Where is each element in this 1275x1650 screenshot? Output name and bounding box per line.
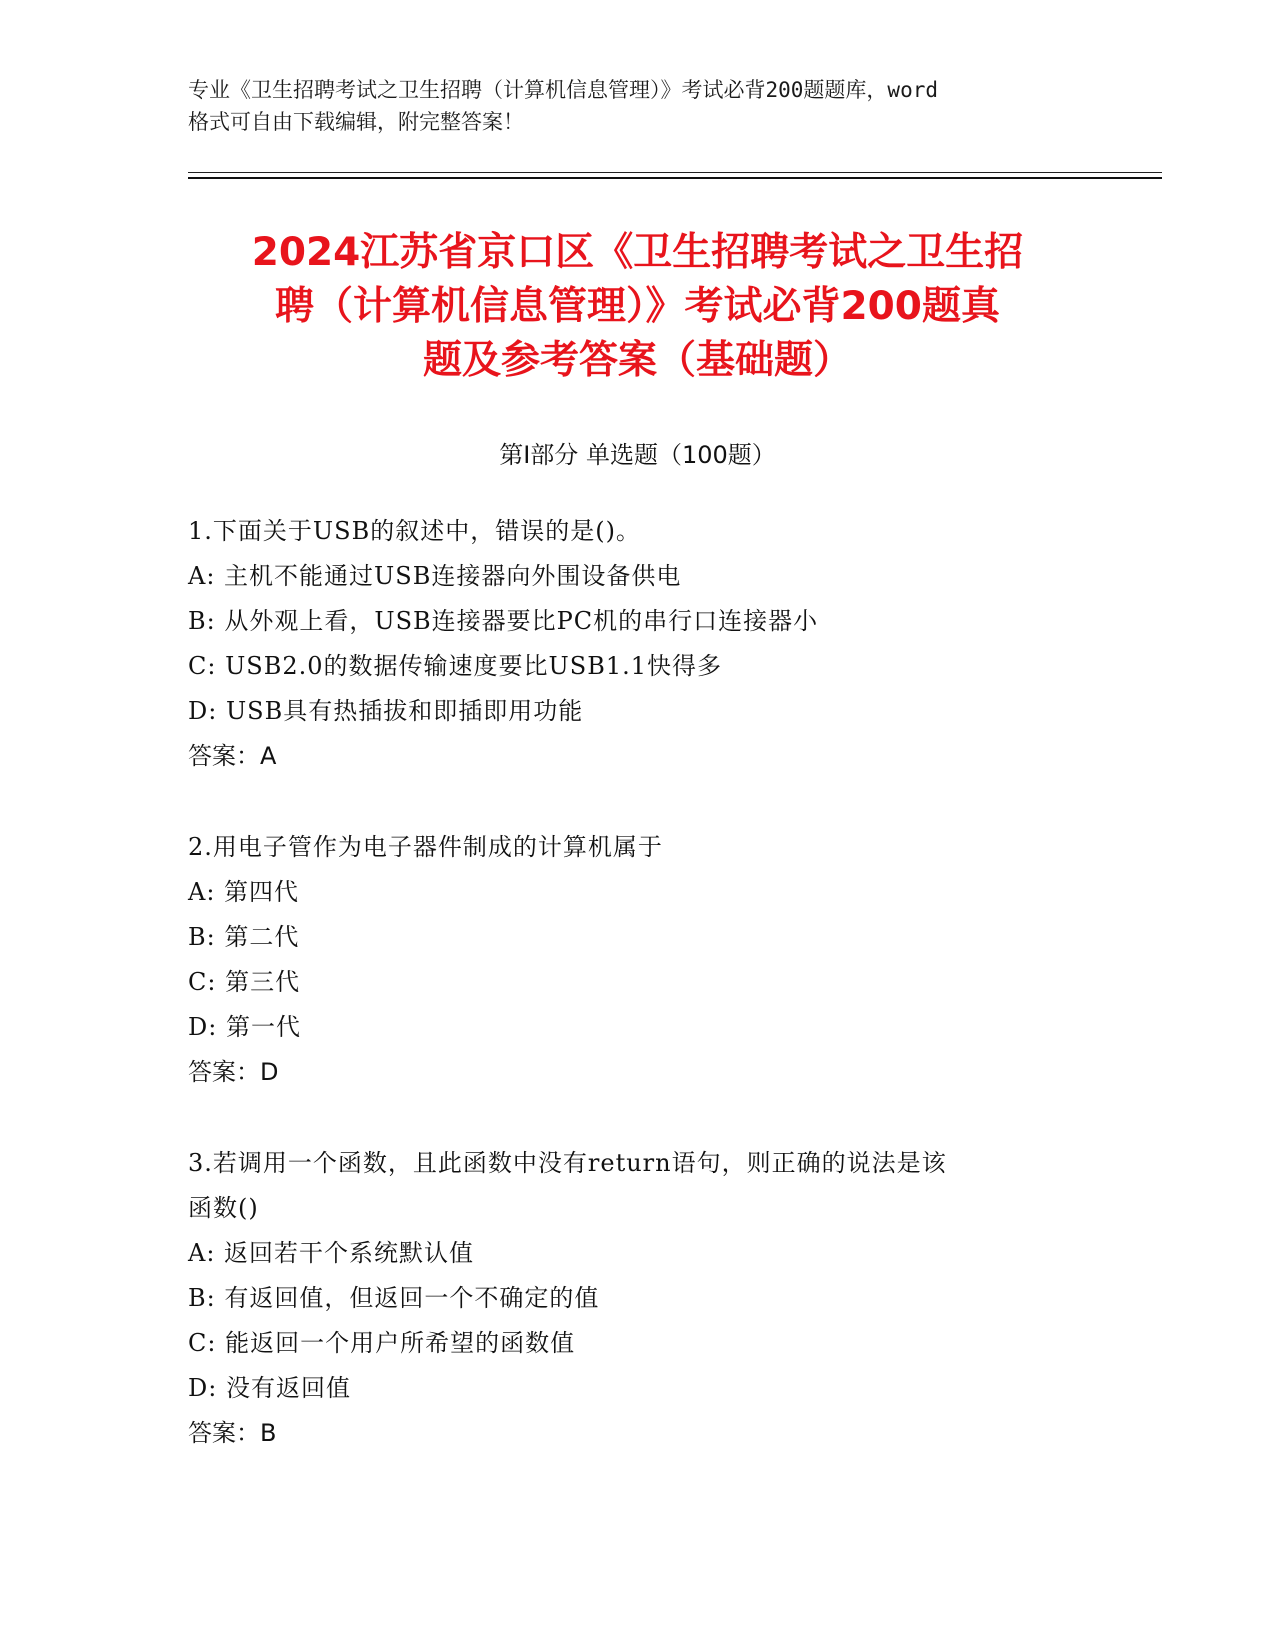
header-note-line-1: 专业《卫生招聘考试之卫生招聘（计算机信息管理）》考试必背200题题库，word <box>188 78 938 102</box>
document-title-line-3: 题及参考答案（基础题） <box>422 338 852 383</box>
question-2 <box>188 825 1088 1095</box>
document-title <box>180 226 1095 388</box>
question-3 <box>188 1141 1088 1456</box>
section-heading: 第I部分 单选题（100题） <box>499 441 776 469</box>
option-a: A: 第四代 <box>188 878 300 906</box>
option-d: D: 没有返回值 <box>188 1374 351 1402</box>
question-1 <box>188 509 1088 779</box>
answer: 答案：A <box>188 742 277 770</box>
option-a: A: 返回若干个系统默认值 <box>188 1239 475 1267</box>
question-stem-line-2: 函数() <box>188 1194 259 1222</box>
header-note-line-2: 格式可自由下载编辑，附完整答案！ <box>188 110 524 134</box>
header-divider-thin <box>188 172 1162 173</box>
option-c: C: USB2.0的数据传输速度要比USB1.1快得多 <box>188 652 723 680</box>
header-divider-thick <box>188 177 1162 179</box>
answer: 答案：D <box>188 1058 279 1086</box>
option-d: D: USB具有热插拔和即插即用功能 <box>188 697 584 725</box>
question-stem: 2.用电子管作为电子器件制成的计算机属于 <box>188 833 663 861</box>
option-d: D: 第一代 <box>188 1013 301 1041</box>
option-c: C: 能返回一个用户所希望的函数值 <box>188 1329 576 1357</box>
option-b: B: 从外观上看，USB连接器要比PC机的串行口连接器小 <box>188 607 819 635</box>
option-b: B: 第二代 <box>188 923 300 951</box>
answer: 答案：B <box>188 1419 277 1447</box>
option-b: B: 有返回值，但返回一个不确定的值 <box>188 1284 600 1312</box>
question-stem-line-1: 3.若调用一个函数，且此函数中没有return语句，则正确的说法是该 <box>188 1149 947 1177</box>
question-stem: 1.下面关于USB的叙述中，错误的是()。 <box>188 517 641 545</box>
header-note <box>188 74 1088 138</box>
document-title-line-2: 聘（计算机信息管理）》考试必背200题真 <box>275 284 1000 329</box>
option-c: C: 第三代 <box>188 968 301 996</box>
document-title-line-1: 2024江苏省京口区《卫生招聘考试之卫生招 <box>251 230 1024 275</box>
option-a: A: 主机不能通过USB连接器向外围设备供电 <box>188 562 682 590</box>
